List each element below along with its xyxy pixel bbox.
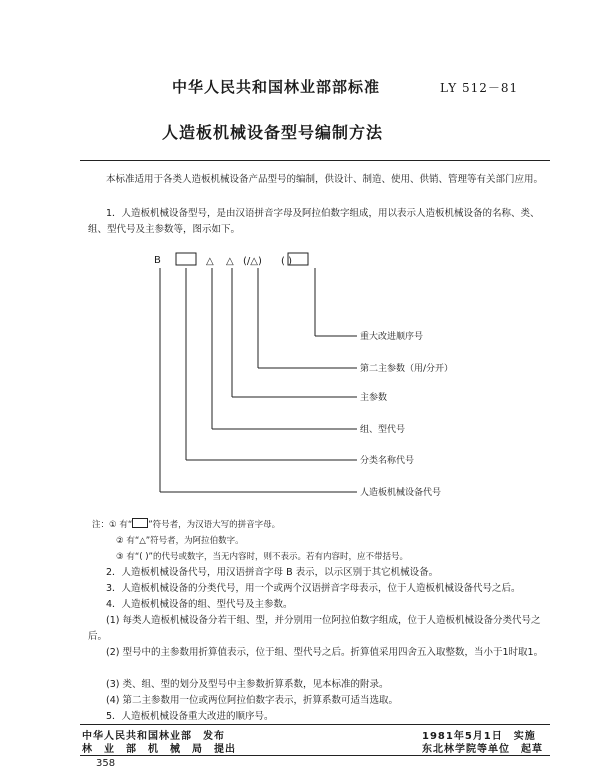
diagram-box-1 [176,253,196,265]
item-3-text: 3．人造板机械设备的分类代号，用一个或两个汉语拼音字母表示，位于人造板机械设备代号之后。 [106,583,521,594]
diagram-label-group-type: 组、型代号 [360,425,406,435]
diagram-label-equipment: 人造板机械设备代号 [360,488,442,498]
footer-effective-date: 1981年5月1日 实施 [422,731,536,742]
note-3: ③ 有“( )”的代号或数字，当无内容时，则不表示。若有内容时，应不带括号。 [116,552,408,562]
diagram-label-category: 分类名称代号 [360,456,415,466]
diagram-label-revision: 重大改进顺序号 [360,332,424,342]
item-5-text: 5．人造板机械设备重大改进的顺序号。 [106,711,274,722]
intro-paragraph [88,172,554,188]
item-3 [88,581,554,597]
footer-drafter: 东北林学院等单位 起草 [422,744,543,755]
footer-proposer: 林 业 部 机 械 局 提出 [82,744,236,755]
item-2 [88,565,554,581]
item-4-1 [88,613,554,645]
standard-organization: 中华人民共和国林业部部标准 [172,78,381,96]
item-4-1-text: (1) 每类人造板机械设备分若干组、型，并分别用一位阿拉伯数字组成，位于人造板机械设备分类代号之后。 [88,615,541,642]
item-4-3 [88,677,554,693]
note-lead: 注：① [92,520,117,530]
footer-divider [80,724,550,725]
diagram-paren-box: ( ) [281,256,292,267]
item-4-2 [88,645,554,661]
note-box-symbol [132,518,148,528]
page-number: 358 [96,758,116,769]
footer-bottom-divider [80,755,550,756]
item-4-4-text: (4) 第二主参数用一位或两位阿拉伯数字表示，折算系数可适当选取。 [106,695,398,706]
diagram-label-second-param: 第二主参数（用/分开） [360,364,454,374]
section-1-paragraph [88,206,554,238]
standard-code: LY 512－81 [440,81,519,95]
model-code-diagram [150,246,490,508]
note-1-pre: 有“ [119,520,133,530]
footer-publisher: 中华人民共和国林业部 发布 [82,731,225,742]
section-1-text: 1．人造板机械设备型号，是由汉语拼音字母及阿拉伯数字组成，用以表示人造板机械设备的名称、类、组、型代号及主参数等，图示如下。 [88,208,540,235]
document-title: 人造板机械设备型号编制方法 [162,123,384,142]
diagram-label-main-param: 主参数 [360,393,388,403]
item-4-3-text: (3) 类、组、型的划分及型号中主参数折算系数，见本标准的附录。 [106,679,389,690]
diagram-triangle-2: △ [226,256,234,267]
item-4-4 [88,693,554,709]
intro-text: 本标准适用于各类人造板机械设备产品型号的编制，供设计、制造、使用、供销、管理等有关部门应用。 [106,174,544,185]
item-2-text: 2．人造板机械设备代号，用汉语拼音字母 B 表示，以示区别于其它机械设备。 [106,567,439,578]
diagram-prefix-b: B [154,255,161,266]
note-2: ② 有“△”符号者，为阿拉伯数字。 [116,536,244,546]
diagram-paren-mark: (/△) [243,256,262,267]
item-4 [88,597,554,613]
note-1-post: ”符号者，为汉语大写的拼音字母。 [148,520,281,530]
item-4-text: 4．人造板机械设备的组、型代号及主参数。 [106,599,293,610]
note-1 [92,518,280,530]
item-5 [88,709,554,725]
title-divider [80,160,550,161]
item-4-2-text: (2) 型号中的主参数用折算值表示，位于组、型代号之后。折算值采用四舍五入取整数，当小于1时取1。 [106,647,544,658]
diagram-triangle-1: △ [206,256,214,267]
